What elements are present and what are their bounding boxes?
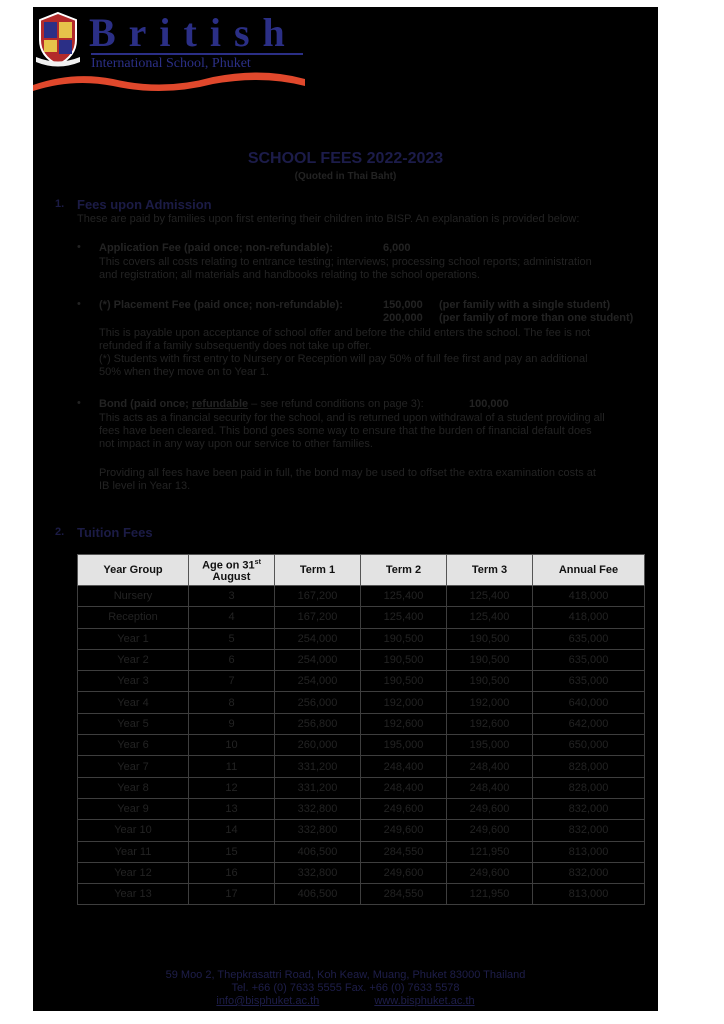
table-row xyxy=(78,820,645,841)
table-row xyxy=(78,692,645,713)
table-row xyxy=(78,756,645,777)
bullet-icon: • xyxy=(77,397,81,409)
table-cell: 125,400 xyxy=(361,607,447,628)
table-cell: 121,950 xyxy=(447,841,533,862)
table-cell: 249,600 xyxy=(361,798,447,819)
table-cell: 828,000 xyxy=(533,777,645,798)
table-cell: 248,400 xyxy=(361,777,447,798)
footer xyxy=(33,969,658,1008)
table-cell: 254,000 xyxy=(275,649,361,670)
table-cell: 16 xyxy=(189,862,275,883)
table-cell: 249,600 xyxy=(447,820,533,841)
bond-desc: IB level in Year 13. xyxy=(99,480,191,492)
table-cell: 7 xyxy=(189,671,275,692)
table-cell: 13 xyxy=(189,798,275,819)
table-row xyxy=(78,713,645,734)
bullet-icon: • xyxy=(77,298,81,310)
table-cell: 3 xyxy=(189,586,275,607)
table-cell: Nursery xyxy=(78,586,189,607)
column-header-text: Age on 31 xyxy=(202,559,255,572)
table-cell: 17 xyxy=(189,884,275,905)
table-cell: Year 1 xyxy=(78,628,189,649)
footer-phone: Tel. +66 (0) 7633 5555 Fax. +66 (0) 7633 5578 xyxy=(231,982,460,994)
table-cell: 418,000 xyxy=(533,586,645,607)
footer-links xyxy=(33,995,658,1008)
section-number: 2. xyxy=(55,526,65,538)
bond-label-suffix: – see refund conditions on page 3): xyxy=(248,398,424,410)
table-cell: 406,500 xyxy=(275,841,361,862)
column-header xyxy=(189,555,275,586)
table-cell: 248,400 xyxy=(447,756,533,777)
table-row xyxy=(78,649,645,670)
table-cell: Year 11 xyxy=(78,841,189,862)
table-cell: 192,600 xyxy=(447,713,533,734)
table-cell: 828,000 xyxy=(533,756,645,777)
table-cell: 190,500 xyxy=(447,649,533,670)
column-header: Annual Fee xyxy=(533,555,645,586)
table-row xyxy=(78,607,645,628)
table-cell: 167,200 xyxy=(275,586,361,607)
table-cell: 650,000 xyxy=(533,735,645,756)
table-cell: 10 xyxy=(189,735,275,756)
table-cell: 254,000 xyxy=(275,628,361,649)
school-name-logo: British xyxy=(89,10,298,55)
table-cell: 192,600 xyxy=(361,713,447,734)
table-row xyxy=(78,628,645,649)
table-cell: 332,800 xyxy=(275,862,361,883)
website-link[interactable]: www.bisphuket.ac.th xyxy=(374,995,475,1007)
placement-fee-amount: 200,000 xyxy=(383,312,423,324)
table-cell: Year 13 xyxy=(78,884,189,905)
table-cell: 249,600 xyxy=(447,862,533,883)
table-body xyxy=(78,586,645,905)
school-crest-icon xyxy=(36,10,80,68)
table-row xyxy=(78,586,645,607)
table-cell: 125,400 xyxy=(447,607,533,628)
page-title: SCHOOL FEES 2022-2023 xyxy=(247,150,444,167)
tuition-fees-table xyxy=(77,554,645,905)
bond-refundable-text: refundable xyxy=(191,398,249,410)
table-cell: 406,500 xyxy=(275,884,361,905)
table-cell: 260,000 xyxy=(275,735,361,756)
application-fee-desc: and registration; all materials and handbooks relating to the school operations. xyxy=(99,269,480,281)
table-cell: 190,500 xyxy=(361,628,447,649)
placement-fee-desc: 50% when they move on to Year 1. xyxy=(99,366,270,378)
table-cell: Year 2 xyxy=(78,649,189,670)
table-cell: 249,600 xyxy=(447,798,533,819)
bond-label-prefix: Bond (paid once; xyxy=(99,398,192,410)
table-cell: 254,000 xyxy=(275,671,361,692)
table-cell: 635,000 xyxy=(533,649,645,670)
table-cell: 190,500 xyxy=(447,671,533,692)
bond-amount: 100,000 xyxy=(469,398,509,410)
table-cell: 832,000 xyxy=(533,862,645,883)
table-cell: 332,800 xyxy=(275,798,361,819)
placement-fee-desc: (*) Students with first entry to Nursery or Reception will pay 50% of full fee first and pay an additional xyxy=(99,353,588,365)
bond-desc: Providing all fees have been paid in full, the bond may be used to offset the extra examination costs at xyxy=(99,467,596,479)
bond-desc: not impact in any way upon our service to other families. xyxy=(99,438,373,450)
table-cell: 284,550 xyxy=(361,841,447,862)
table-cell: Year 7 xyxy=(78,756,189,777)
section-title: Fees upon Admission xyxy=(77,197,212,212)
table-cell: Reception xyxy=(78,607,189,628)
page-subtitle: (Quoted in Thai Baht) xyxy=(294,171,397,182)
table-cell: 195,000 xyxy=(447,735,533,756)
column-header: Term 2 xyxy=(361,555,447,586)
footer-address: 59 Moo 2, Thepkrasattri Road, Koh Keaw, Muang, Phuket 83000 Thailand xyxy=(165,969,526,981)
table-cell: 11 xyxy=(189,756,275,777)
table-cell: 640,000 xyxy=(533,692,645,713)
table-cell: 12 xyxy=(189,777,275,798)
table-row xyxy=(78,671,645,692)
table-cell: Year 3 xyxy=(78,671,189,692)
table-row xyxy=(78,798,645,819)
table-cell: 9 xyxy=(189,713,275,734)
table-row xyxy=(78,777,645,798)
table-cell: 6 xyxy=(189,649,275,670)
application-fee-label: Application Fee (paid once; non-refundable): xyxy=(99,242,334,254)
section-number: 1. xyxy=(55,198,65,210)
placement-fee-note: (per family with a single student) xyxy=(439,299,611,311)
table-cell: Year 8 xyxy=(78,777,189,798)
table-cell: Year 5 xyxy=(78,713,189,734)
section-1-intro: These are paid by families upon first entering their children into BISP. An explanation is provided below: xyxy=(77,213,580,225)
table-cell: Year 6 xyxy=(78,735,189,756)
wave-logo-icon xyxy=(33,69,305,93)
table-cell: 256,000 xyxy=(275,692,361,713)
table-cell: 813,000 xyxy=(533,884,645,905)
table-cell: 635,000 xyxy=(533,671,645,692)
table-row xyxy=(78,841,645,862)
table-cell: 192,000 xyxy=(447,692,533,713)
table-cell: 256,800 xyxy=(275,713,361,734)
table-cell: 635,000 xyxy=(533,628,645,649)
table-cell: 248,400 xyxy=(361,756,447,777)
table-cell: 642,000 xyxy=(533,713,645,734)
table-cell: Year 4 xyxy=(78,692,189,713)
table-cell: 813,000 xyxy=(533,841,645,862)
table-cell: 332,800 xyxy=(275,820,361,841)
column-header: Year Group xyxy=(78,555,189,586)
table-cell: 195,000 xyxy=(361,735,447,756)
table-cell: Year 10 xyxy=(78,820,189,841)
document-page xyxy=(33,7,658,1011)
table-cell: 5 xyxy=(189,628,275,649)
table-cell: 248,400 xyxy=(447,777,533,798)
column-header-text: August xyxy=(212,571,251,584)
placement-fee-desc: refunded if a family subsequently does not take up offer. xyxy=(99,340,372,352)
table-cell: 15 xyxy=(189,841,275,862)
column-header: Term 1 xyxy=(275,555,361,586)
table-row xyxy=(78,884,645,905)
bullet-icon: • xyxy=(77,241,81,253)
table-cell: 190,500 xyxy=(447,628,533,649)
table-row xyxy=(78,862,645,883)
section-title: Tuition Fees xyxy=(77,525,153,540)
table-cell: 418,000 xyxy=(533,607,645,628)
table-cell: 190,500 xyxy=(361,671,447,692)
table-cell: 14 xyxy=(189,820,275,841)
table-cell: 331,200 xyxy=(275,756,361,777)
table-cell: Year 12 xyxy=(78,862,189,883)
table-cell: 190,500 xyxy=(361,649,447,670)
table-cell: 249,600 xyxy=(361,862,447,883)
application-fee-amount: 6,000 xyxy=(383,242,411,254)
placement-fee-amount: 150,000 xyxy=(383,299,423,311)
school-name-subtitle: International School, Phuket xyxy=(91,53,303,72)
placement-fee-label: (*) Placement Fee (paid once; non-refundable): xyxy=(99,299,343,311)
application-fee-desc: This covers all costs relating to entrance testing; interviews; processing school reports; administration xyxy=(99,256,592,268)
table-row xyxy=(78,735,645,756)
bond-desc: fees have been cleared. This bond goes some way to ensure that the burden of financial default does xyxy=(99,425,592,437)
email-link[interactable]: info@bisphuket.ac.th xyxy=(216,995,320,1007)
table-cell: 125,400 xyxy=(361,586,447,607)
table-cell: 167,200 xyxy=(275,607,361,628)
bond-desc: This acts as a financial security for the school, and is returned upon withdrawal of a student providing all xyxy=(99,412,605,424)
table-cell: Year 9 xyxy=(78,798,189,819)
table-cell: 192,000 xyxy=(361,692,447,713)
table-cell: 4 xyxy=(189,607,275,628)
table-header-row xyxy=(78,555,645,586)
table-cell: 249,600 xyxy=(361,820,447,841)
table-cell: 832,000 xyxy=(533,798,645,819)
bond-label xyxy=(99,398,424,412)
table-cell: 8 xyxy=(189,692,275,713)
column-header-sup: st xyxy=(254,558,261,566)
placement-fee-desc: This is payable upon acceptance of school offer and before the child enters the school. The fee is not xyxy=(99,327,591,339)
table-cell: 284,550 xyxy=(361,884,447,905)
table-cell: 832,000 xyxy=(533,820,645,841)
table-cell: 121,950 xyxy=(447,884,533,905)
table-cell: 125,400 xyxy=(447,586,533,607)
table-cell: 331,200 xyxy=(275,777,361,798)
placement-fee-note: (per family of more than one student) xyxy=(439,312,634,324)
column-header: Term 3 xyxy=(447,555,533,586)
